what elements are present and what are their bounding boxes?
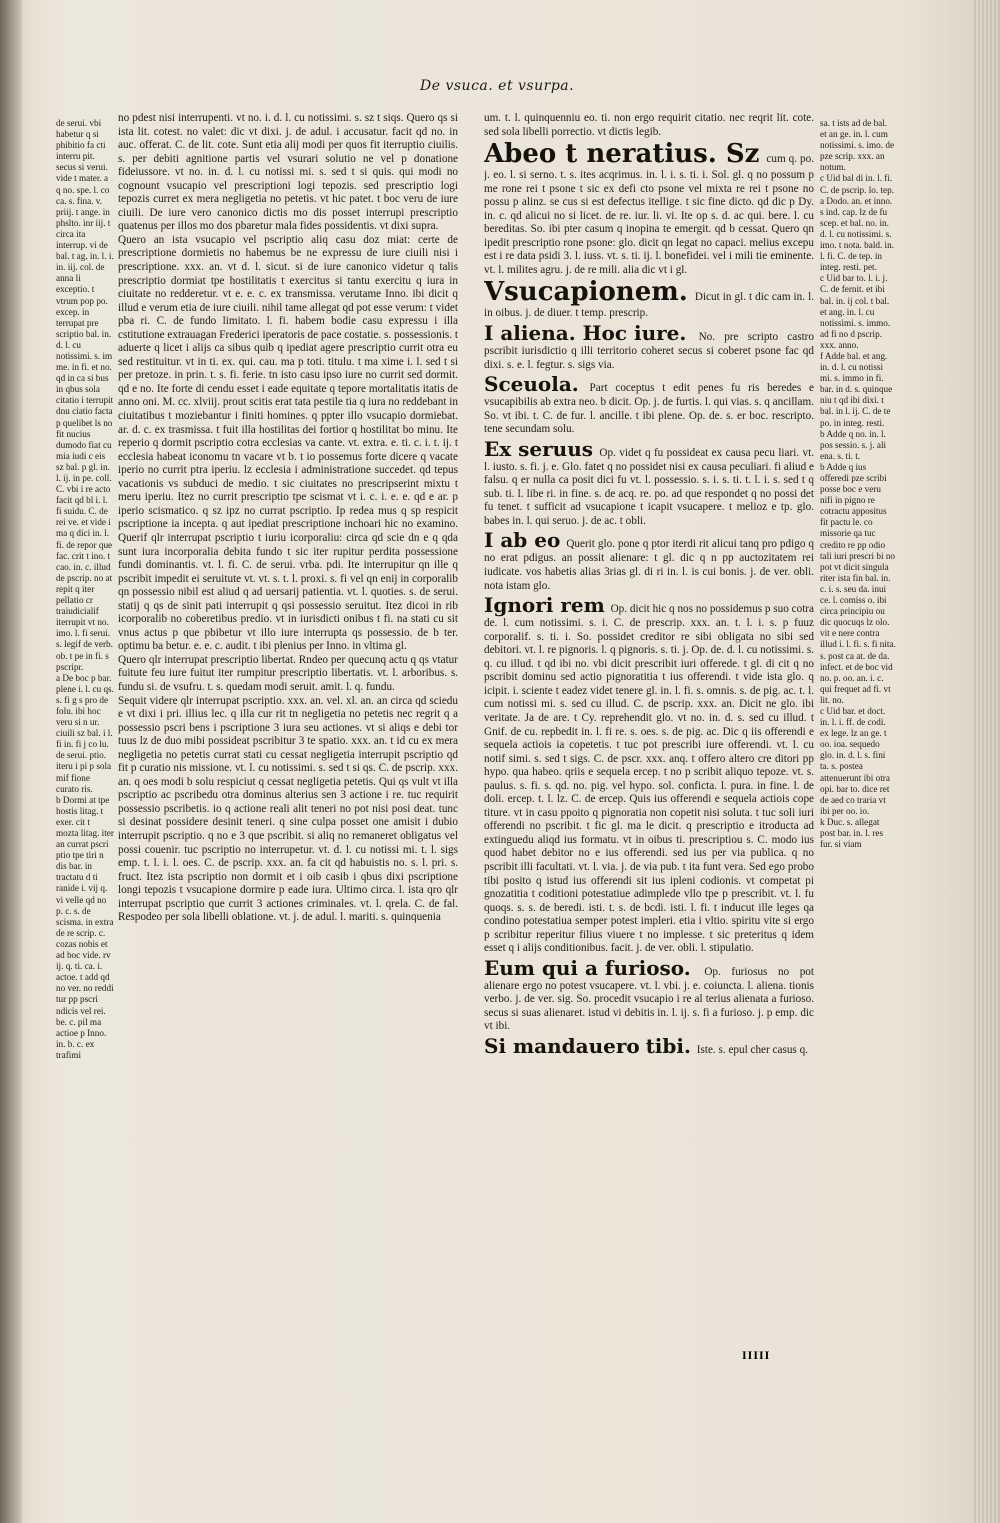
- page-edges: [974, 0, 1000, 1523]
- lemma-entry: [484, 277, 814, 321]
- gloss-note: c Uid bar to. l. i. j. C. de fernit. et ibi bal. in. ij col. t bal. et ang. in. l. cu notissimi. s. immo. ad fi no d pscrip. xxx. anno.: [820, 273, 891, 350]
- gloss-note: de serui. vbi habetur q si phibitio fa cti interru pit. secus si verui. vide t mater. a q no. spe. l. co ca. s. fina. v. priij. t ange. in phslto. inr iij. t circa ita interrup. vi de bal. t ag. in. l. i. in. iij. col. de anna li exceptio. t vtrum pop po. excep. in terrupat pre scriptio bal. in. d. l. cu notissimi. s. im me. in fi. et no. qd in ca si bus in qbus sola citatio i terrupit dnu ciatio facta p quelibet ls no fit nucius dumodo fiat cu mia iudi c eis sz bal. p gl. in. l. ij. in pe. coll. C. vbi i re acto facit qd bl i. l. fi suidu. C. de rei ve. et vide i ma q dici in. l. fi. de repor que fac. crit t ino. t cao. in. c. illud de pscrip. no at repit q iter pellatio cr traiudicialif iterrupit vt no. imo. l. fi serui. s. legif de verb. ob. t pe in fi. s pscripr.: [56, 118, 114, 672]
- gloss-note: sa. t ists ad de bal. et an ge. in. l. cum notissimi. s. imo. de pze scrip. xxx. an notum.: [820, 118, 895, 173]
- lemma-entry: [484, 593, 814, 956]
- lemma-heading: Sceuola.: [484, 372, 579, 397]
- lemma-heading: Ignori rem: [484, 593, 605, 618]
- lemma-body: Querit glo. pone q ptor iterdi rit alicui tanq pro pdigo q no erat pdigus. an possit alienare: t gl. dic q n pp auctozitatem rei iudicate. vos habetis alias 3rias gl. di ri in. l. is cui bonis. j. de ver. obli. nota istam glo.: [484, 538, 814, 592]
- paragraph: no pdest nisi interrupenti. vt no. i. d. l. cu notissimi. s. sz t siqs. Quero qs si ista lit. cotest. no valet: dic vt dixi. j. de adul. i accusatur. facit qd no. in auc. offerat. C. de lit. cote. Sunt etia alij modi per quos fit iterruptio ciuilis. s. per debiti agnitione partis vel vsurari solutio ne vel p donatione fideiussore. vt no. in. d. l. cu notissi mi. s. sed t si quis. qui modi no cognount vsucapio vel prescriptioni logi tepozis. sed prescriptio logi tepozis curret ex mera negligetia no petetis. vt hic patet. t boc veru de iure ciuili. De iure vero canonico dictis mo dis posset interrupi prescriptio quatenus per illos mo dos pbaretur mala fides possidentis. vt dixi supra.: [118, 112, 458, 233]
- gloss-note: c Uid bar. et doct. in. l. i. ff. de codi. ex lege. lz an ge. t oo. ioa. sequedo glo. in. d. l. s. fini ta. s. postea attenuerunt ibi otra opi. bar to. dice ret de aed co traria vt ibi per oo. io.: [820, 705, 890, 816]
- lemma-body: Op. videt q fu possideat ex causa pecu liari. vt. l. iusto. s. fi. j. e. Glo. fatet q no possidet nisi ex causa peculiari. fi aliud e falsu. q er nulla ca posit dici fu vt. l. possessio. s. i. s. ti. t. l. i. s. sed t q sub. ti. l. libe ri. in fine. s. de acq. re. po. ad que respondet q no possi det fu tenet. t sufficit ad vsucapione t icapit vsucapere. t melioz e tp. glo. babes in. l. qui seruo. j. de ac. t obli.: [484, 446, 814, 527]
- lemma-heading: I aliena. Hoc iure.: [484, 321, 687, 346]
- paragraph: Quero qlr interrupat prescriptio libertat. Rndeo per quecunq actu q qs vtatur fuitute feu iure fuitut iter rumpitur prescriptio libertatis. vt. l. arboribus. s. fundu si. de vsufru. t. s. quedam modi seruit. amit. l. q. fundu.: [118, 653, 458, 693]
- gloss-note: b Adde q ius offeredi pze scribi posse boc e veru nifi in pigno re cotractu appositus fit pactu le. co missorie qa tuc credito re pp odio tali iuri prescri bi no pot vt dicit singula riter ista fin bal. in. c. i. s. seu da. inui ce. l. comiss o. ibi circa principiu ou dic quocuqs lz olo. vit e nere contra illud i. l. fi. s. fi nita. s. post ca at. de da. infect. et de boc vid no. p. oo. an. i. c. qui frequet ad fi. vt lit. no.: [820, 461, 896, 705]
- main-column-1: [118, 112, 458, 925]
- lemma-entry: [484, 956, 814, 1034]
- lemma-body: No. pre scripto castro pscribit iurisdictio q illi territorio coheret secus si coberet psone fac qd dixi. s. e. l. fegtur. s. sigs via.: [484, 331, 814, 371]
- gloss-note: b Dormi at tpe hostis litag. t exer. cit t mozta litag. iter an currat pscri ptio tpe tiri n dis bar. in tractatu d ti ranide i. vij q. vi velle qd no p. c. s. de scisma. in extra de re scrip. c. cozas nobis et ad boc vide. rv ij. q. ti. ca. i. actoe. t add qd no ver. no reddi tur pp pscri ndicis vel rei. be. c. pil ma actioe p Inno. in. b. c. ex trafimi: [56, 794, 114, 1060]
- lemma-body: Iste. s. epul cher casus q.: [696, 1043, 808, 1056]
- lemma-body: Dicut in gl. t dic cam in. l. in oibus. j. de diuer. t temp. prescrip.: [484, 291, 814, 320]
- lemma-entry: [484, 528, 814, 593]
- lemma-entry: [484, 139, 814, 277]
- gloss-note: k Duc. s. allegat post bar. in. l. res fur. si viam: [820, 816, 884, 850]
- gloss-note: c Uid bal di in. l. fi. C. de pscrip. lo. tep.: [820, 173, 894, 195]
- lemma-body: Op. furiosus no pot alienare ergo no potest vsucapere. vt. l. vbi. j. e. coiuncta. l. aliena. tionis verbo. j. de ver. sig. So. procedit vsucapio i re al terius alienata a furioso. secus si suas alienaret. istud vi debitis in. l. ij. s. fi a furioso. j. p emp. dic vt ibi.: [484, 965, 814, 1033]
- paragraph: Sequit videre qlr interrupat pscriptio. xxx. an. vel. xl. an. an circa qd sciedu e vt dixi i pri. illius lec. q illa cur rit tn negligetia no petetis nec regrit q a possessio pscri bens i pscriptione 3 iura seu actiones. vt si aliqs e debi tor tuus lz de duo mibi possideat pscribitur 3 te spatio. xxx. an. t id cu ex mera negligetia no petetis currat stati cu cessat negligetia interrupit pscriptio qd fit p curatio nis missione. vt. l. cu notissimi. s. sed t si qs. C. de pscrip. xxx. an. q oes modi b solu respiciut q cessat negligetia petetis. Qui qs vult vt illa pscriptio ac pscribedu otra dominus alterius sen 3 actione i re. tuc requirit possessio pscribetis. io q actione reali alit teneri no pot nisi posi deat. tunc si desinat possidere desinit teneri. q sine culpa posset one amisit i dubio interrupit pscriptio. q no e 3 que pscribit. si aliq no remaneret obligatus vel possi couenir. tuc pscriptio no interrupetur. vt. d. l. cu notissi mi. t. l. sigs emp. t. l. i. l. oes. C. de pscrip. xxx. an. fa cit qd habuistis no. s. l. pri. s. fruct. Itez ista pscriptio non dormit et i oib casib i qbus dixi pscriptione longi tepozis t vsucapione dormire p eade iura. Ultimo circa. l. ista qro qlr interrupat pscriptio que currit 3 actiones criminales. vt. l. qrela. C. de fal. Respodeo per sola libelli oblatione. vt. j. de adul. l. mariti. s. quinquenia: [118, 694, 458, 924]
- lemma-heading: I ab eo: [484, 528, 561, 553]
- lemma-entry: [484, 437, 814, 529]
- lemma-heading: Vsucapionem.: [484, 277, 688, 308]
- right-gloss-column: [820, 118, 896, 850]
- lemma-heading: Abeo t neratius. Sz: [484, 139, 760, 170]
- lemma-entry: [484, 321, 814, 372]
- left-gloss-column: [56, 118, 114, 1061]
- lemma-body: Op. dicit hic q nos no possidemus p suo cotra de. l. cum notissimi. s. i. C. de prescrip. xxx. an. t. l. i. s. p fuuz corporalif. s. ti. i. So. possidet creditor re sibi obligata no sibi sed debitori. vt. l. re pignoris. l. q pignoris. s. ti. j. Op. de. d. l. cu notissimi. s. q. cu illud. t qd ibi no. vbi dicit prescribit iuri offerede. t gl. di cit q no pscribit dominu sed actio pignoratitia t ius offerendi. t vide ista glo. q icipit. i. sciente t eadez videt tenere gl. in. l. fi. s. omnis. s. de pig. ac. t. l. cum notissi mi. s. sed cu illud. C. de pscrip. xxx. an. Dicit ne glo. ibi veritate. Ja de are. t Cy. reprehendit glo. vt no. in. d. s. sed cu illud. t Gnif. de cu. repbedit in. l. fi re. s. oes. s. de pig. ac. Dic q iis offerendi e sequela actiois ia copetetis. t tuc pot prescribi iure offerendi. vt. l. cu notif simi. s. sed t sigs. C. de pscr. xxx. anq. t offero altero cre ditori pp hypo. qua habeo. qriis e sequela ercep. t no p scribit aliquo tepoze. vt. s. paulus. s. fi. s. qd. no. pig. vel hypo. sol. conficta. l. pura. in fine. l. de doli. ercep. t. l. lz. C. de ercep. Quis ius offerendi e sequela actiois cope titure. vt in casu ppoito q pignoratia non copetit nisi soluta. t tuc soli iuri offerendi no pscribit. t fic gl. ma le dicit. q prescriptio e itroducta ad extinguedu aliqd ius formatu. vt in oibus ti. prescriptiou s. C. modo ius quod habet debitor no e ius offerendi. sed ius per via publica. q no pscribit illi facultati. vt. l. via. j. de via pub. t ita funt vera. Sed ego probo tibi posito q istud ius offerendi sit ius ipleni codionis. vt competat pi gnozatitia t coditioni potestatiue adimplede vllo tpe p prescribit. vt. l. fu quoqs. s. s. de beredi. isti. t. s. de bcdi. isti. l. fi. t inducut ille leges qa condino potestatiua semper potest impleri. etia i vltio. spiritu vite si ergo p scribitur reperitur filius viuere t no implesse. t sic preteritus q idem esset q i alijs conditionibus. facit. j. de ver. obli. l. stipulatio.: [484, 603, 814, 955]
- lemma-heading-tail: tibi.: [645, 1033, 691, 1058]
- folio-number: IIIII: [742, 1348, 771, 1362]
- paragraph: Quero an ista vsucapio vel pscriptio aliq casu doz miat: certe de prescriptione dormietis no habemus be ne expressu de iure ciuili nisi i prescriptione. xxx. an. vt d. l. sicut. si de iure canonico videtur q talis prescriptio dormiat tpe hostilitatis t exercitus si tantu exercitu q iura in ciuitate no redderetur. vt e. e. c. ex transmissa. verutame Inno. ibi dicit q illud e verum etia de iure ciuili. nihil tame allegat qd pot esse verum: t videt pba ri. C. de fundo limitato. l. fi. habem bodie casu expressu i illa cstitutione extrauagan Frederici iperatoris de pace costatie. s. possessionis. t aduerte q licet i alijs ca sibus quib q ipediat agere prescriptio currit otra eu sed restituitur. vt in ti. ex. qui. cau. ma p toti. titulu. t ma xime i. l. sed t si per pretoze. in prin. t. s. fi. ferie. tn isto casu ipso iure no currit sed dormit. qd e no. Ite forte di cendu esset i eade equitate q tepore mortalitatis itatis de anno oni. M. cc. xlviij. prout scitis erat tata pestile tia q iura no reddebant in ciuitatibus t moziebantur i finiti homines. q ppter illo vsucapio dormiebat. ar. d. c. ex trasmissa. t fuit illa hostilitas dei fortior q hostilitat bo minu. Ite reperio q dormit pscriptio cotra ecclesias va cante. vt. extra. e. ti. c. i. t. ij. t ecclesia habeat iconomu tn vacare vt b. t io possemus forte dicere q vacate iperio no currit ptra iperiu. lz ecclesia i administratione succedet. qd tepus vacationis vs subduci de medio. t sic ciuitates no prescripserint mixtu t meru iperiu. Itez no currit prescriptio tpe scismat vt i. c. i. e. e. qd e ar. p iperio scismatico. q sz ipz no currat pscriptio. Ip redea mus q sp respicit pscriptione ia incepta. q aut ipediat prescriptione inchoari hic no examino. Querif qlr interrupat pscriptio t iuriu icorporaliu: circa qd scie dn e q qda sunt iura incorporalia debita fundo t sic iter rupitur perdita possessione fundi dominantis. vt. l. fi. C. de serui. vrba. pdi. Ite interrupitur qn ille q pscribit impedit ei seruitute vt. vt. s. t. l. proxi. s. fi vel qn enij in corporalib qn possessio nibil est aliud q ad uersarij patientia. vt. l. quoties. s. de serui. statij q qs de sinit pati interrupit q qsi possessio seruitut. Itez dicoi in rib icorporalib no coberetibus predio. vt in iurisdicti onibus t fi. na stati cu sit vnus actus p que pbibetur vt illo iure interrupta qs possessio. de b ter. optimu ba betur. e. e. c. audit. t ibi plenius per Inno. in vltima gl.: [118, 233, 458, 653]
- gloss-note: a Dodo. an. et inno. s ind. cap. lz de fu scep. et bal. no. in. d. l. cu notissimi. s. imo. t nota. bald. in. l. fi. C. de tep. in integ. resti. pet.: [820, 195, 895, 273]
- lemma-body: cum q. po. j. eo. l. si serno. t. s. ites acqrimus. in. l. i. s. ti. i. Sol. gl. q no possum p me rone rei t psone t sic ex defi cto psone vel mixta re rei t psone no possu p alinz. se cus si est defectus itellige. t sic fine dicto. qd dic p Dy. in. c. qd alicui no si licet. de re. iur. li. vi. Ite op s. d. ac qui. bere. l. cu bereditas. So. ibi pter casum q inopina te emergit. qd b cessat. Quero qn ipedit prescriptio rone psone: glo. dicit qn legat no capaci. melius excepu est i re data psidi 3. l. iuss. vt. s. ti. ij. l. bonefidei. vel i mili tie eminente. vt. l. milites agru. j. de re mili. alia dic vt i gl.: [484, 153, 814, 276]
- lemma-body: Part coceptus t edit penes fu ris beredes e vsucapibilis ab extra neo. b dicit. Op. j. de furtis. l. qui vias. s. q ancillam. So. vt ibi. t. C. de fur. l. ancille. t ibi plene. Op. de. s. er boc. rescripto. tene secundam solu.: [484, 382, 814, 436]
- lemma-entry: [484, 372, 814, 437]
- lemma-entry: [484, 1034, 814, 1058]
- book-gutter: [0, 0, 22, 1523]
- gloss-note: b Adde q no. in. l. pos sessio. s. j. ali ena. s. ti. t.: [820, 428, 887, 461]
- gloss-note: f Adde bal. et ang. in. d. l. cu notissi mi. s. immo in fi. bar. in d. s. quinque niu t qd ibi dixi. t bal. in l. ij. C. de te po. in integ. resti.: [820, 350, 893, 428]
- paragraph: um. t. l. quinquenniu eo. ti. non ergo requirit citatio. nec reqrit lit. cote. sed sola libelli porrectio. vt dictis legib.: [484, 112, 814, 138]
- gloss-note: a De boc p bar. plene i. l. cu qs. s. fi g s pro de folu. ibi hoc veru si n ur. ciuili sz bal. i l. fi in. fi j co lu. de serui. ptio. iteru i pi p sola mif fione curato ris.: [56, 672, 114, 794]
- lemma-heading: Eum qui a furioso.: [484, 955, 691, 980]
- lemma-heading: Si mandauero: [484, 1033, 640, 1058]
- main-column-2: [484, 112, 814, 1058]
- running-head: De vsuca. et vsurpa.: [420, 78, 575, 94]
- lemma-heading: Ex seruus: [484, 436, 593, 461]
